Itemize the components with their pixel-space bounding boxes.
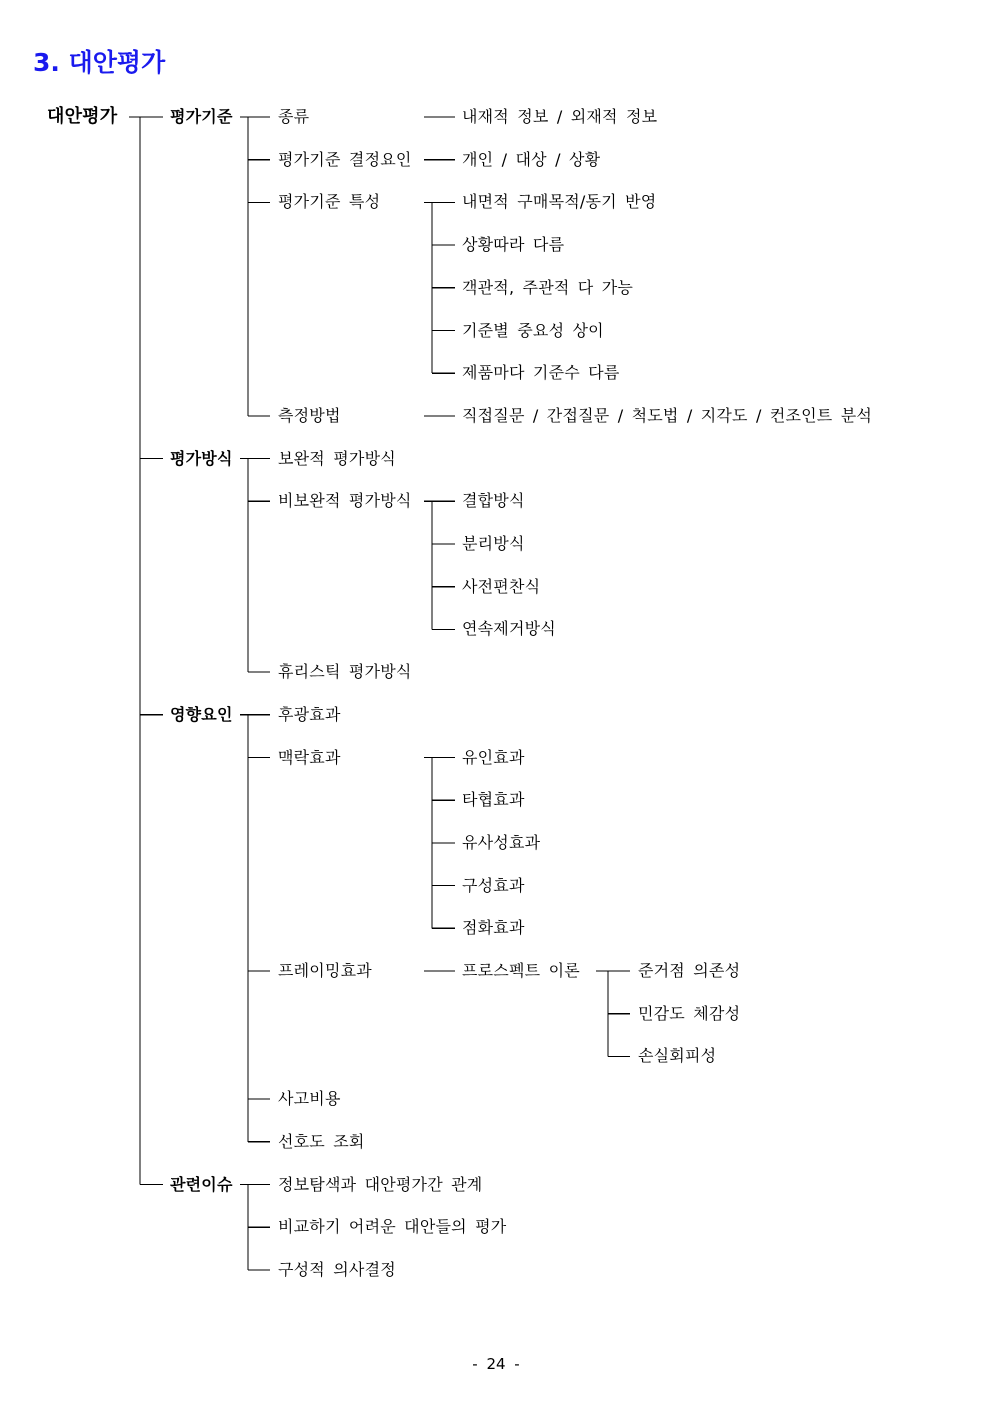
detail-label: 내재적 정보 / 외재적 정보 [462,107,658,126]
subitem-label: 정보탐색과 대안평가간 관계 [278,1174,483,1194]
detail-label: 객관적, 주관적 다 가능 [462,277,634,297]
detail-label: 내면적 구매목적/동기 반영 [462,192,657,212]
category-label: 관련이슈 [170,1174,233,1194]
page-number: - 24 - [472,1355,520,1373]
detail-label: 연속제거방식 [462,619,556,639]
detail-label: 분리방식 [462,534,525,553]
subitem-label: 보완적 평가방식 [278,448,396,468]
detail-label: 구성효과 [462,875,525,895]
detail-label: 유인효과 [462,747,525,767]
detail-label: 사전편찬식 [462,576,541,596]
detail-label: 결합방식 [462,491,525,511]
detail-label: 프로스펙트 이론 [462,961,580,980]
subdetail-label: 준거점 의존성 [638,961,741,980]
detail-label: 상황따라 다름 [462,235,565,255]
subitem-label: 프레이밍효과 [278,961,372,980]
subitem-label: 평가기준 특성 [278,192,381,212]
category-label: 평가방식 [170,448,233,468]
subitem-label: 비교하기 어려운 대안들의 평가 [278,1217,507,1237]
subitem-label: 휴리스틱 평가방식 [278,662,412,682]
subitem-label: 선호도 조회 [278,1131,365,1151]
detail-label: 직접질문 / 간접질문 / 척도법 / 지각도 / 컨조인트 분석 [462,405,873,425]
detail-label: 점화효과 [462,918,525,938]
section-title: 3. 대안평가 [33,48,166,77]
subitem-label: 종류 [278,107,310,126]
subdetail-label: 민감도 체감성 [638,1003,741,1023]
category-label: 영향요인 [170,704,233,724]
subitem-label: 평가기준 결정요인 [278,149,412,169]
detail-label: 제품마다 기준수 다름 [462,363,620,383]
tree-root-label: 대안평가 [47,106,118,127]
detail-label: 유사성효과 [462,832,541,852]
subitem-label: 비보완적 평가방식 [278,491,412,511]
subdetail-label: 손실회피성 [638,1046,717,1066]
detail-label: 개인 / 대상 / 상황 [462,149,601,169]
subitem-label: 맥락효과 [278,747,341,767]
detail-label: 타협효과 [462,790,525,810]
subitem-label: 구성적 의사결정 [278,1259,396,1279]
detail-label: 기준별 중요성 상이 [462,320,604,340]
subitem-label: 사고비용 [278,1089,341,1109]
subitem-label: 후광효과 [278,704,341,724]
category-label: 평가기준 [170,107,233,126]
subitem-label: 측정방법 [278,405,341,425]
